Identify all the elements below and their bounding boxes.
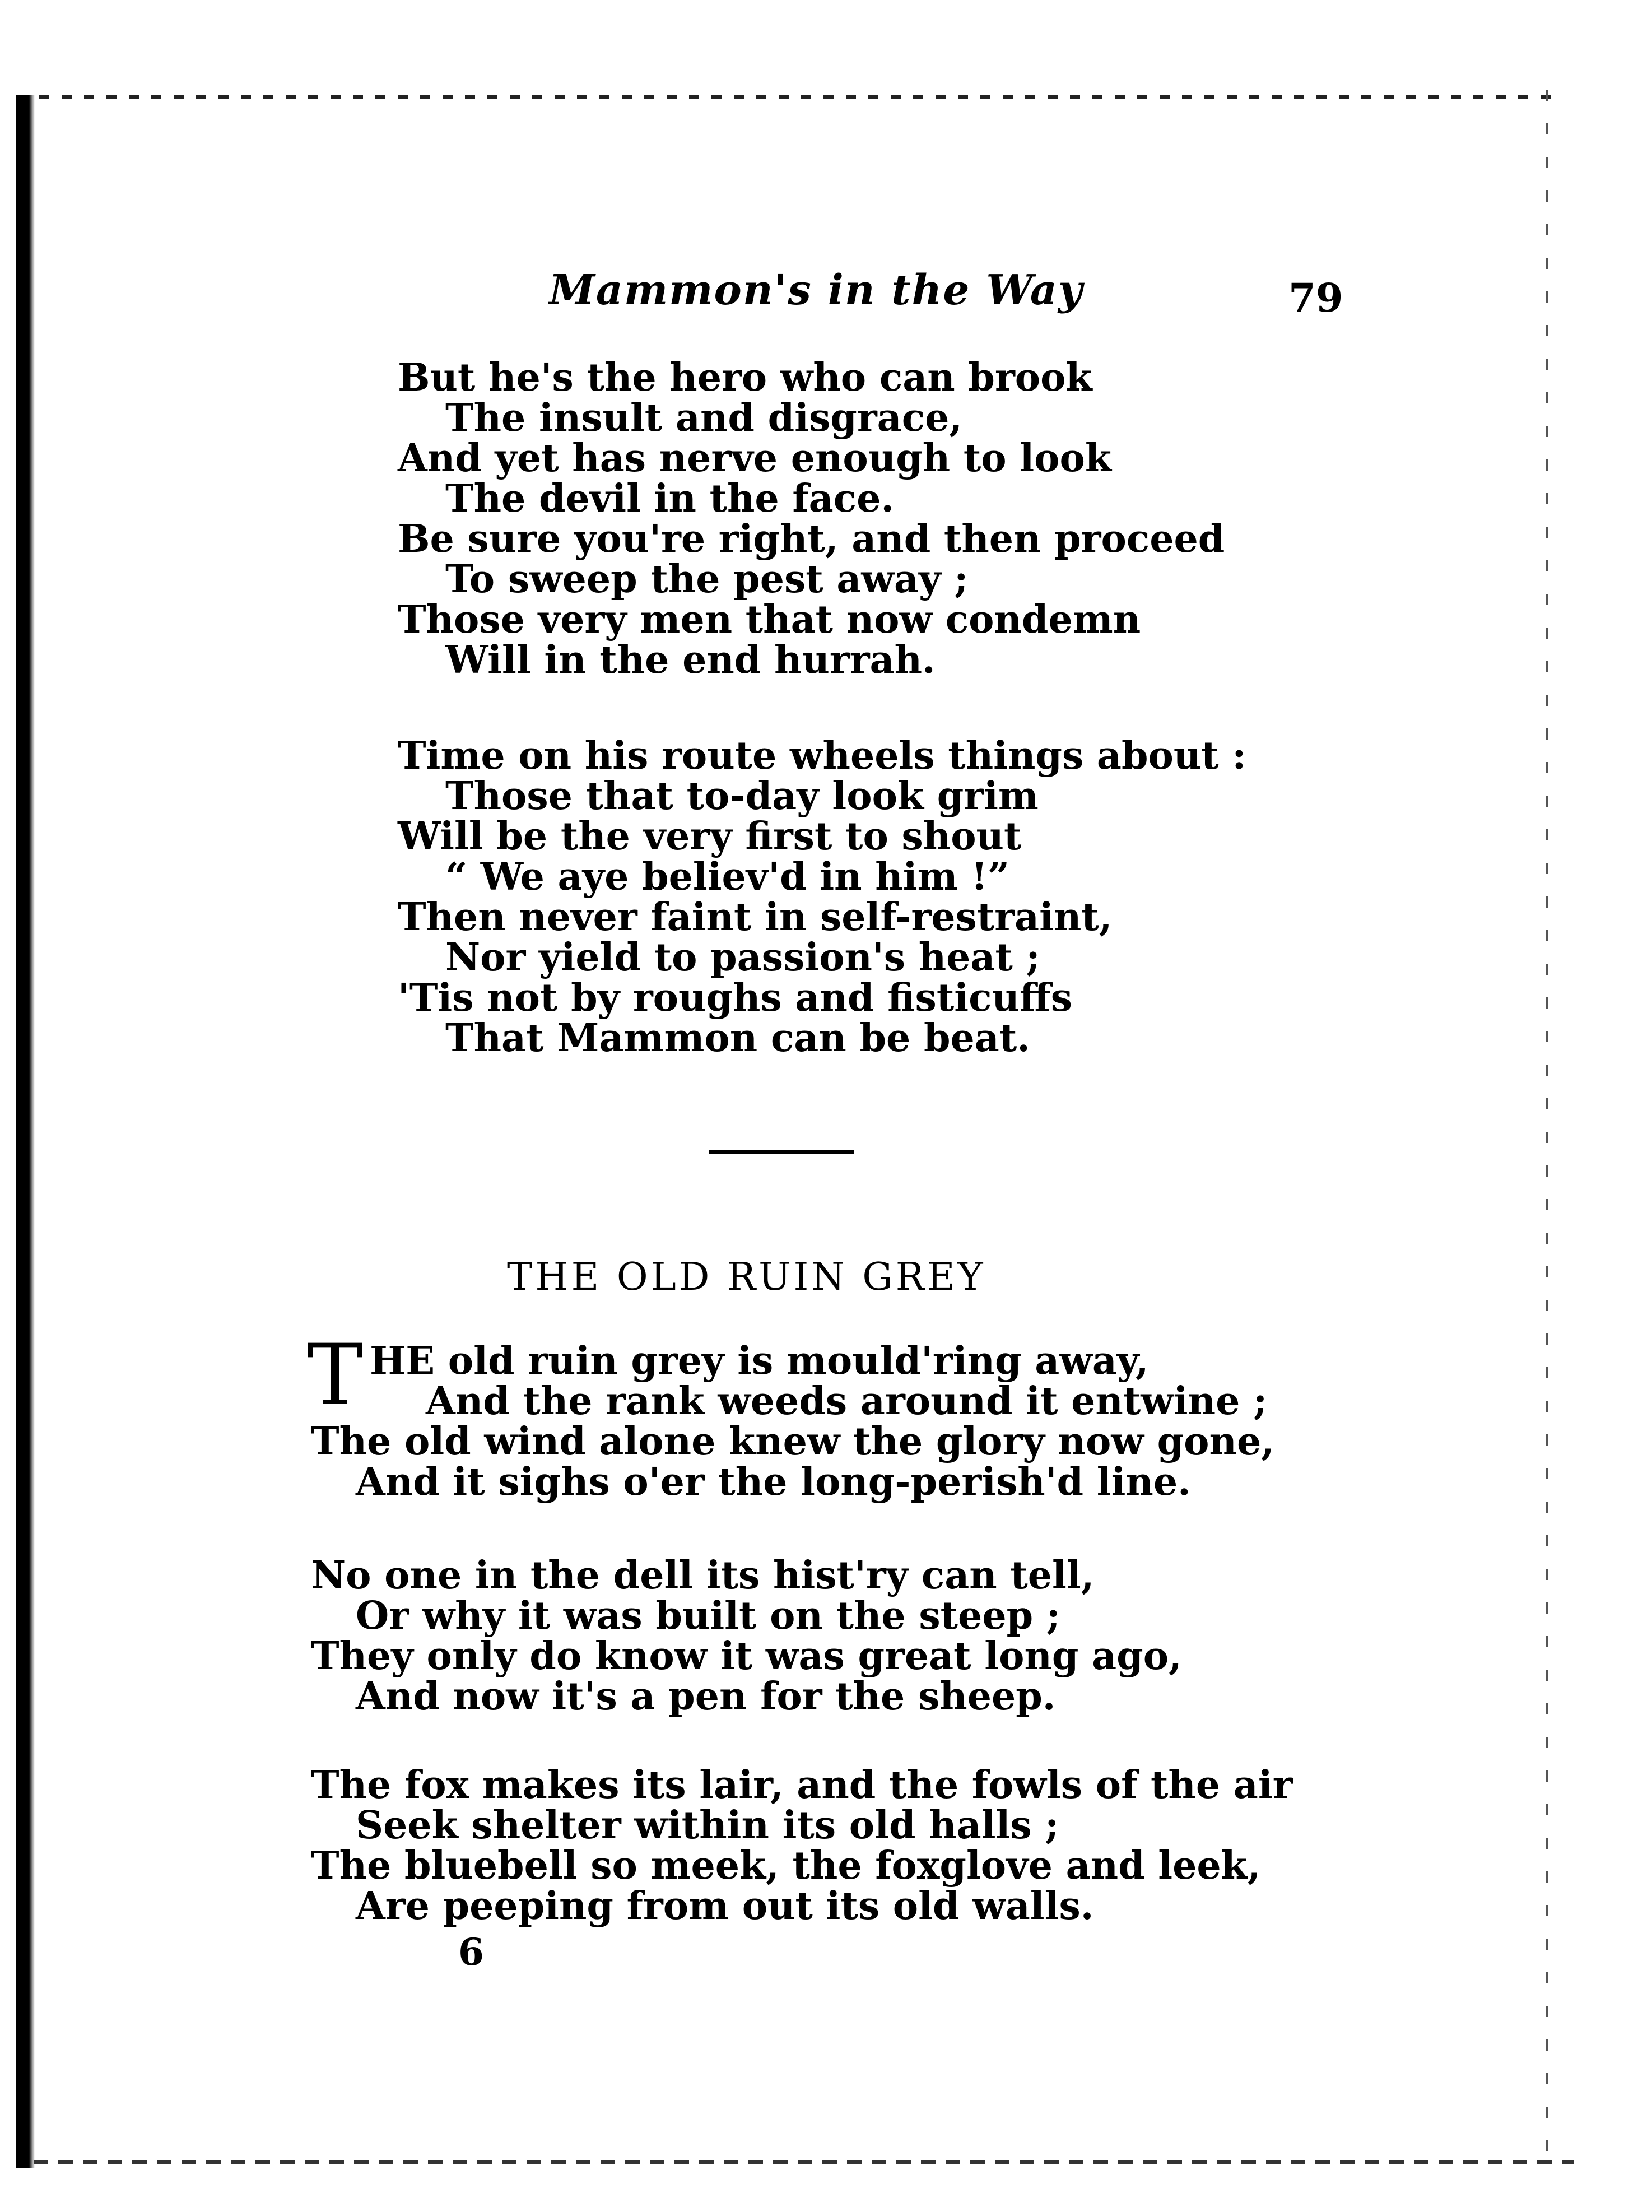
poem1-line: 'Tis not by roughs and fisticuffs [398,975,1073,1020]
poem2-line: They only do know it was great long ago, [311,1634,1182,1679]
poem1-line: The insult and disgrace, [445,396,963,440]
drop-cap: T [307,1327,364,1424]
poem2-line: No one in the dell its hist'ry can tell, [311,1553,1095,1598]
poem1-line: Those that to-day look grim [445,774,1039,819]
poem1-line: And yet has nerve enough to look [398,436,1111,481]
poem1-line: The devil in the face. [445,476,895,521]
poem2-line: Or why it was built on the steep ; [356,1593,1060,1638]
poem2-line: The bluebell so meek, the foxglove and leek, [311,1843,1261,1888]
poem2-line: The old wind alone knew the glory now gone, [311,1419,1274,1464]
poem1-line: Time on his route wheels things about : [398,733,1246,778]
poem2-line: Are peeping from out its old walls. [356,1884,1094,1928]
poem2-line: Seek shelter within its old halls ; [356,1803,1059,1848]
poem1-line: Nor yield to passion's heat ; [445,935,1040,980]
poem2-line: HE old ruin grey is mould'ring away, [370,1339,1149,1383]
poem2-line: And now it's a pen for the sheep. [356,1674,1056,1719]
poem1-line: Will in the end hurrah. [445,638,936,682]
running-title: Mammon's in the Way [549,266,1083,314]
signature-mark: 6 [458,1930,484,1974]
scan-edge-bottom [34,2160,1574,2164]
scan-edge-left [16,95,35,2168]
poem1-line: Those very men that now condemn [398,597,1141,642]
page-number: 79 [1288,275,1343,321]
section-divider [709,1150,854,1154]
scan-edge-right [1546,90,1548,2163]
poem1-line: Will be the very first to shout [398,814,1022,859]
poem1-line: But he's the hero who can brook [398,355,1092,400]
poem-title: THE OLD RUIN GREY [507,1255,986,1299]
poem2-line: And it sighs o'er the long-perish'd line. [356,1460,1191,1504]
poem2-line: The fox makes its lair, and the fowls of the air [311,1763,1293,1807]
poem1-line: Then never faint in self-restraint, [398,895,1113,940]
poem2-line: And the rank weeds around it entwine ; [426,1379,1268,1424]
poem1-line: To sweep the pest away ; [445,557,969,602]
poem1-line: Be sure you're right, and then proceed [398,517,1225,561]
poem1-line: That Mammon can be beat. [445,1016,1030,1061]
scan-edge-top [17,95,1563,99]
poem1-line: “ We aye believ'd in him !” [445,854,1010,899]
